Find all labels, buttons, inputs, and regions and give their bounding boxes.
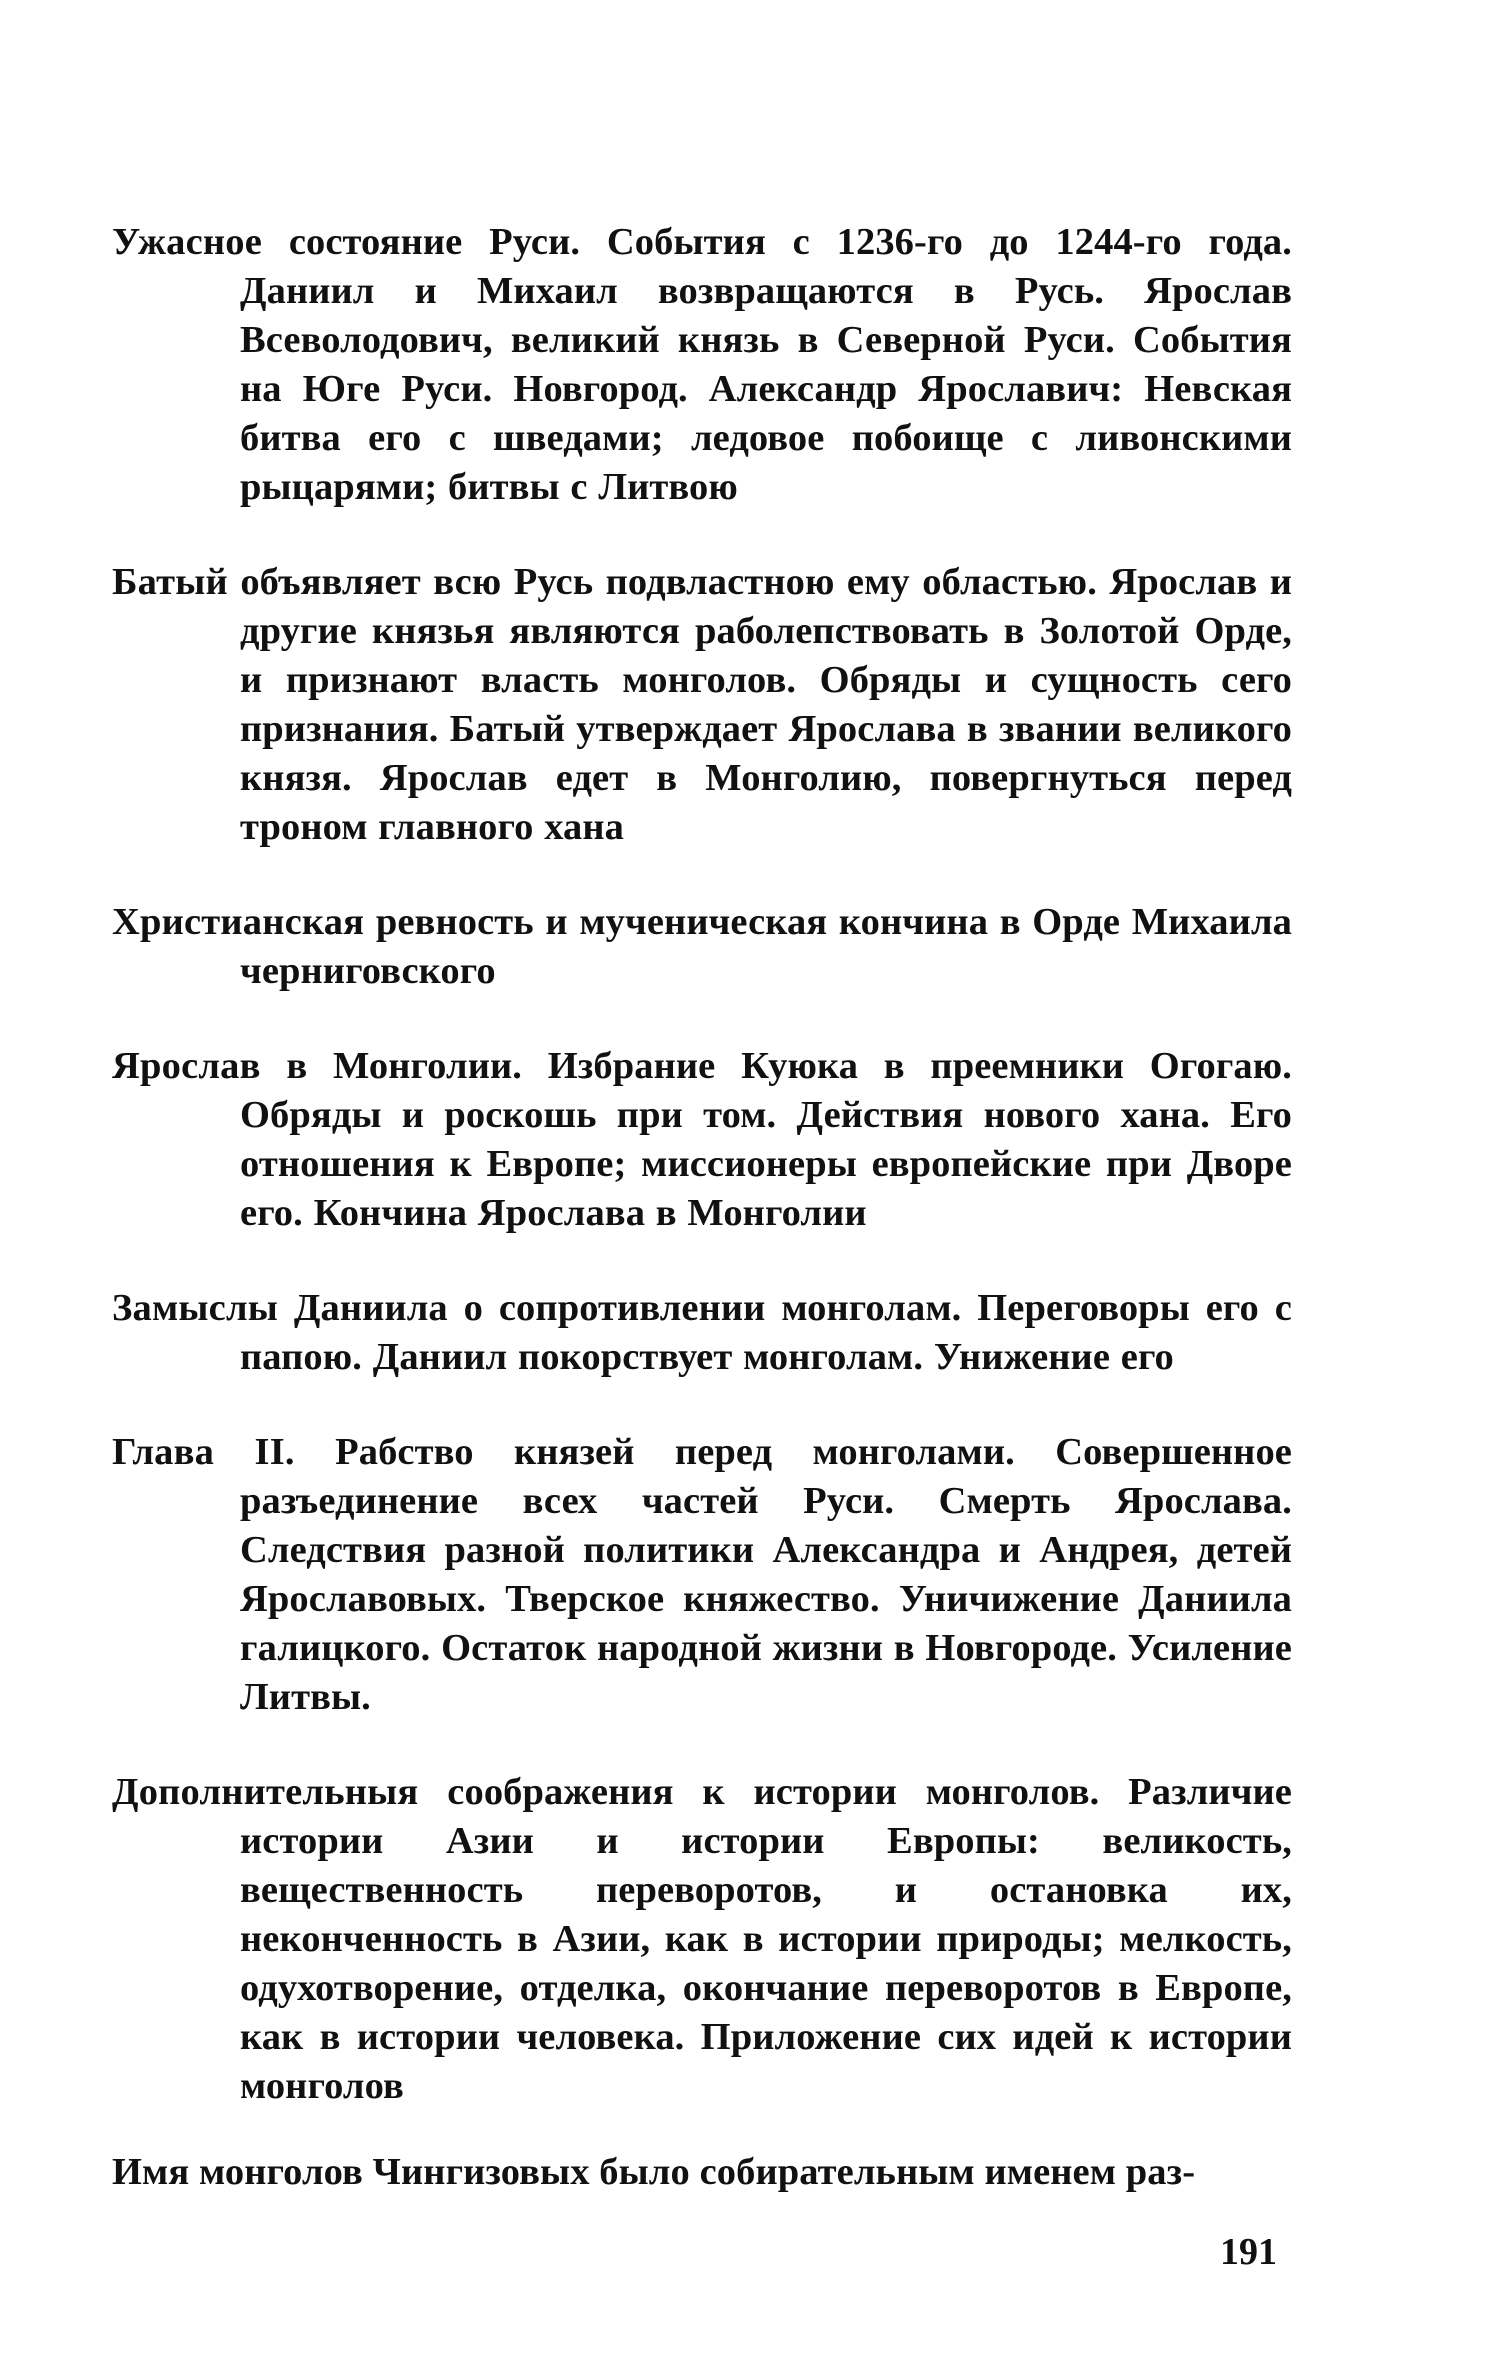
entry-1-lead: Ужасное bbox=[112, 221, 263, 263]
entry-6 bbox=[112, 1428, 1292, 1722]
entry-1-text: состояние Руси. События с 1236-го до 1244-го года. Даниил и Михаил возвращаются в Русь. Ярослав Всеволодович, великий князь в Северной Руси. События на Юге Руси. Новгород. Александр Ярославич: Невская битва его с шведами; ледовое побоище с ливонскими рыцарями; битвы с Литвою bbox=[240, 221, 1292, 508]
entry-list bbox=[112, 218, 1292, 2157]
entry-3-lead: Христианская bbox=[112, 901, 365, 943]
entry-5-text: Даниила о сопротивлении монголам. Переговоры его с папою. Даниил покорствует монголам. Унижение его bbox=[240, 1287, 1292, 1378]
entry-6-lead: Глава II. bbox=[112, 1431, 295, 1473]
entry-2-lead: Батый bbox=[112, 561, 228, 603]
entry-2 bbox=[112, 558, 1292, 852]
entry-5-lead: Замыслы bbox=[112, 1287, 279, 1329]
entry-3 bbox=[112, 898, 1292, 996]
entry-7-lead: Дополнительныя bbox=[112, 1771, 419, 1813]
entry-3-text: ревность и мученическая кончина в Орде Михаила черниговского bbox=[240, 901, 1292, 992]
entry-7-text: соображения к истории монголов. Различие истории Азии и истории Европы: великость, вещественность переворотов, и остановка их, неконченность в Азии, как в истории природы; мелкость, одухотворение, отделка, окончание переворотов в Европе, как в истории человека. Приложение сих идей к истории монголов bbox=[240, 1771, 1292, 2107]
entry-6-text: Рабство князей перед монголами. Совершенное разъединение всех частей Руси. Смерть Ярослава. Следствия разной политики Александра и Андрея, детей Ярославовых. Тверское княжество. Уничижение Даниила галицкого. Остаток народной жизни в Новгороде. Усиление Литвы. bbox=[240, 1431, 1292, 1718]
continuation-line: Имя монголов Чингизовых было собирательным именем раз- bbox=[112, 2151, 1196, 2193]
entry-4-text: в Монголии. Избрание Куюка в преемники Огогаю. Обряды и роскошь при том. Действия нового хана. Его отношения к Европе; миссионеры европейские при Дворе его. Кончина Ярослава в Монголии bbox=[240, 1045, 1292, 1234]
entry-4-lead: Ярослав bbox=[112, 1045, 261, 1087]
entry-4 bbox=[112, 1042, 1292, 1238]
entry-7 bbox=[112, 1768, 1292, 2111]
page-number: 191 bbox=[1220, 2231, 1277, 2273]
entry-2-text: объявляет всю Русь подвластною ему областью. Ярослав и другие князья являются раболепствовать в Золотой Орде, и признают власть монголов. Обряды и сущность сего признания. Батый утверждает Ярослава в звании великого князя. Ярослав едет в Монголию, повергнуться перед троном главного хана bbox=[240, 561, 1292, 848]
entry-5 bbox=[112, 1284, 1292, 1382]
entry-1 bbox=[112, 218, 1292, 512]
